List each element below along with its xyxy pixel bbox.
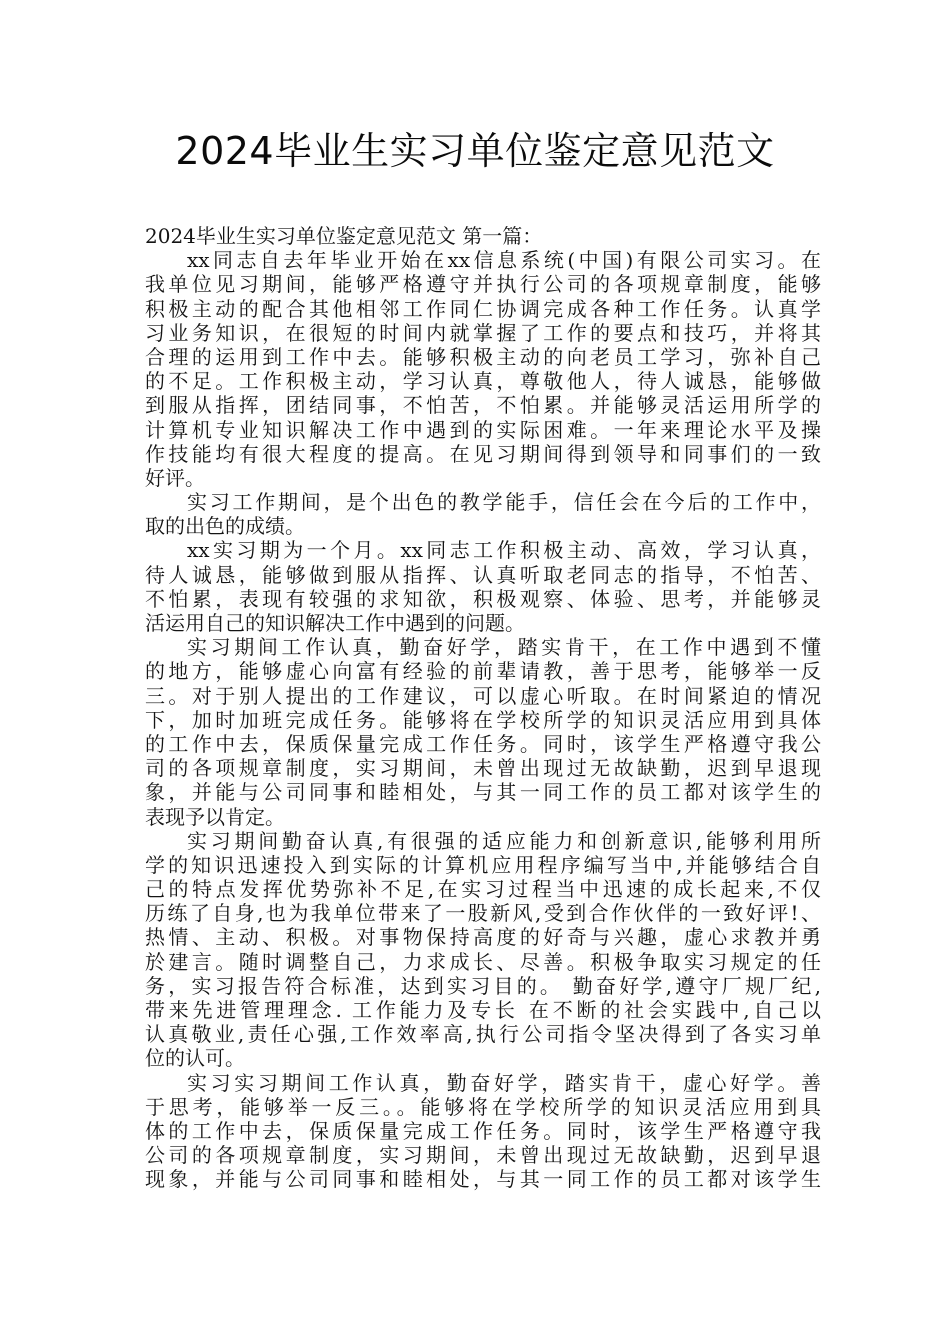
paragraph-line: 到服从指挥，团结同事，不怕苦，不怕累。并能够灵活运用所学的 xyxy=(145,393,821,418)
paragraph-line: xx同志自去年毕业开始在xx信息系统(中国)有限公司实习。在 xyxy=(187,248,821,273)
paragraph-line: 三。对于别人提出的工作建议，可以虚心听取。在时间紧迫的情况 xyxy=(145,683,821,708)
paragraph-line: 好评。 xyxy=(145,465,205,490)
paragraph-line: 务，实习报告符合标准，达到实习目的。 勤奋好学,遵守厂规厂纪, xyxy=(145,973,821,998)
paragraph-line: 不怕累，表现有较强的求知欲，积极观察、体验、思考，并能够灵 xyxy=(145,586,821,611)
document-title: 2024毕业生实习单位鉴定意见范文 xyxy=(175,129,775,173)
paragraph-line: 热情、主动、积极。对事物保持高度的好奇与兴趣，虚心求教并勇 xyxy=(145,925,821,950)
paragraph-line: 实习期间勤奋认真,有很强的适应能力和创新意识,能够利用所 xyxy=(187,828,821,853)
section-heading: 2024毕业生实习单位鉴定意见范文 第一篇： xyxy=(145,224,543,248)
paragraph-line: 取的出色的成绩。 xyxy=(145,514,305,539)
paragraph-line: 认真敬业,责任心强,工作效率高,执行公司指令坚决得到了各实习单 xyxy=(145,1022,821,1047)
paragraph-line: 司的各项规章制度，实习期间，未曾出现过无故缺勤，迟到早退现 xyxy=(145,756,821,781)
paragraph-line: 於建言。随时调整自己，力求成长、尽善。积极争取实习规定的任 xyxy=(145,949,821,974)
paragraph-line: 现象，并能与公司同事和睦相处，与其一同工作的员工都对该学生 xyxy=(145,1167,821,1192)
paragraph-line: 表现予以肯定。 xyxy=(145,804,285,829)
paragraph-line: 己的特点发挥优势弥补不足,在实习过程当中迅速的成长起来,不仅 xyxy=(145,877,821,902)
document-body xyxy=(145,224,821,1192)
paragraph-line: 学的知识迅速投入到实际的计算机应用程序编写当中,并能够结合自 xyxy=(145,852,821,877)
paragraph-line: 合理的运用到工作中去。能够积极主动的向老员工学习，弥补自己 xyxy=(145,344,821,369)
paragraph-line: 实习工作期间，是个出色的教学能手，信任会在今后的工作中， xyxy=(187,490,821,515)
paragraph-line: 实习期间工作认真，勤奋好学，踏实肯干，在工作中遇到不懂 xyxy=(187,635,821,660)
paragraph-line: 下，加时加班完成任务。能够将在学校所学的知识灵活应用到具体 xyxy=(145,707,821,732)
paragraph-line: 积极主动的配合其他相邻工作同仁协调完成各种工作任务。认真学 xyxy=(145,296,821,321)
paragraph-line: 计算机专业知识解决工作中遇到的实际困难。一年来理论水平及操 xyxy=(145,417,821,442)
paragraph-line: 象，并能与公司同事和睦相处，与其一同工作的员工都对该学生的 xyxy=(145,780,821,805)
paragraph-line: 实习实习期间工作认真，勤奋好学，踏实肯干，虚心好学。善 xyxy=(187,1070,821,1095)
paragraph-line: 历练了自身,也为我单位带来了一股新风,受到合作伙伴的一致好评!、 xyxy=(145,901,821,926)
paragraph-line: 的地方，能够虚心向富有经验的前辈请教，善于思考，能够举一反 xyxy=(145,659,821,684)
paragraph-line: 的工作中去，保质保量完成工作任务。同时，该学生严格遵守我公 xyxy=(145,731,821,756)
paragraph-line: 公司的各项规章制度，实习期间，未曾出现过无故缺勤，迟到早退 xyxy=(145,1143,821,1168)
paragraph-line: 的不足。工作积极主动，学习认真，尊敬他人，待人诚恳，能够做 xyxy=(145,369,821,394)
paragraph-line: 位的认可。 xyxy=(145,1046,245,1071)
paragraph-line: 作技能均有很大程度的提高。在见习期间得到领导和同事们的一致 xyxy=(145,441,821,466)
paragraph-line: xx实习期为一个月。xx同志工作积极主动、高效，学习认真， xyxy=(187,538,821,563)
paragraph-line: 习业务知识，在很短的时间内就掌握了工作的要点和技巧，并将其 xyxy=(145,320,821,345)
paragraph-line: 体的工作中去，保质保量完成工作任务。同时，该学生严格遵守我 xyxy=(145,1118,821,1143)
paragraph-line: 带来先进管理理念. 工作能力及专长 在不断的社会实践中,自己以 xyxy=(145,998,821,1022)
paragraph-line: 活运用自己的知识解决工作中遇到的问题。 xyxy=(145,611,525,635)
paragraph-line: 于思考，能够举一反三。。能够将在学校所学的知识灵活应用到具 xyxy=(145,1094,821,1119)
paragraph-line: 待人诚恳，能够做到服从指挥、认真听取老同志的指导，不怕苦、 xyxy=(145,562,821,587)
paragraph-line: 我单位见习期间，能够严格遵守并执行公司的各项规章制度，能够 xyxy=(145,272,821,297)
